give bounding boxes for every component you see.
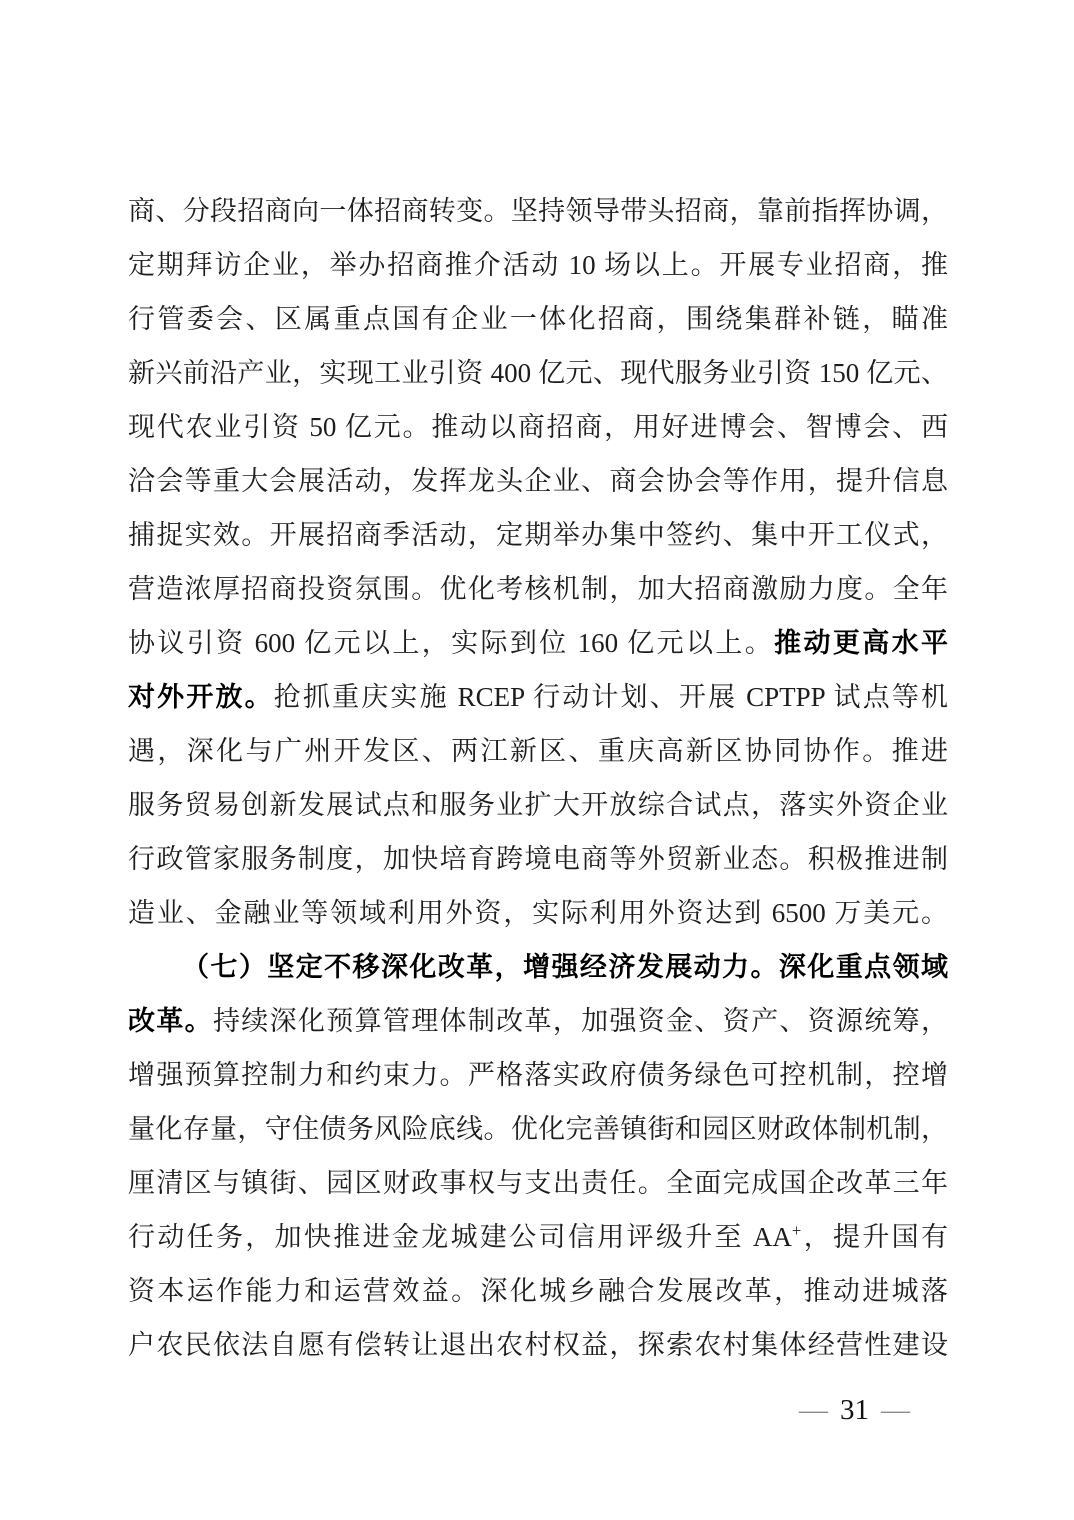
text-segment: 洽会等重大会展活动，发挥龙头企业、商会协会等作用，提升信息 [128, 466, 948, 496]
text-line [128, 346, 948, 400]
text-line [128, 1156, 948, 1210]
bold-segment: 推动更高水平 [774, 628, 948, 658]
text-segment: ，提升国有 [801, 1222, 948, 1252]
text-segment: 营造浓厚招商投资氛围。优化考核机制，加大招商激励力度。全年 [128, 574, 948, 604]
text-segment: 商、分段招商向一体招商转变。坚持领导带头招商，靠前指挥协调， [128, 196, 948, 226]
text-segment: 行管委会、区属重点国有企业一体化招商，围绕集群补链，瞄准 [128, 304, 948, 334]
text-segment: 造业、金融业等领域利用外资，实际利用外资达到 6500 万美元。 [128, 898, 948, 928]
footer-dash-left: — [799, 1394, 828, 1426]
text-line [128, 292, 948, 346]
bold-segment: 对外开放。 [128, 682, 274, 712]
text-segment: 抢抓重庆实施 RCEP 行动计划、开展 CPTPP 试点等机 [273, 682, 948, 712]
text-line [128, 994, 948, 1048]
text-line [128, 508, 948, 562]
text-line [128, 886, 948, 940]
text-line [128, 724, 948, 778]
text-segment: 量化存量，守住债务风险底线。优化完善镇街和园区财政体制机制， [128, 1114, 948, 1144]
footer-dash-right: — [881, 1394, 910, 1426]
text-line [128, 778, 948, 832]
section-heading-line [128, 940, 948, 994]
text-line [128, 1102, 948, 1156]
section-heading-segment: （七）坚定不移深化改革，增强经济发展动力。 [182, 952, 779, 982]
page-number: 31 [840, 1394, 869, 1426]
text-segment: 持续深化预算管理体制改革，加强资金、资产、资源统筹， [212, 1006, 948, 1036]
text-line [128, 832, 948, 886]
text-segment: 新兴前沿产业，实现工业引资 400 亿元、现代服务业引资 150 亿元、 [128, 358, 948, 388]
text-line [128, 1210, 948, 1264]
text-line [128, 1264, 948, 1318]
text-segment: 厘清区与镇街、园区财政事权与支出责任。全面完成国企改革三年 [128, 1168, 948, 1198]
bold-segment: 深化重点领域 [778, 952, 948, 982]
text-block [128, 184, 948, 1372]
text-segment: 定期拜访企业，举办招商推介活动 10 场以上。开展专业招商，推 [128, 250, 948, 280]
bold-segment: 改革。 [128, 1006, 213, 1036]
text-segment: 行政管家服务制度，加快培育跨境电商等外贸新业态。积极推进制 [128, 844, 948, 874]
text-line [128, 454, 948, 508]
text-line [128, 562, 948, 616]
text-segment: 户农民依法自愿有偿转让退出农村权益，探索农村集体经营性建设 [128, 1330, 948, 1360]
text-segment: 遇，深化与广州开发区、两江新区、重庆高新区协同协作。推进 [128, 736, 948, 766]
text-line [128, 670, 948, 724]
superscript-segment: + [791, 1221, 802, 1240]
text-segment: 增强预算控制力和约束力。严格落实政府债务绿色可控机制，控增 [128, 1060, 948, 1090]
text-line [128, 238, 948, 292]
text-segment: 协议引资 600 亿元以上，实际到位 160 亿元以上。 [128, 628, 775, 658]
text-line [128, 616, 948, 670]
text-segment: 现代农业引资 50 亿元。推动以商招商，用好进博会、智博会、西 [128, 412, 948, 442]
text-line [128, 184, 948, 238]
text-segment: 捕捉实效。开展招商季活动，定期举办集中签约、集中开工仪式， [128, 520, 948, 550]
text-segment: 资本运作能力和运营效益。深化城乡融合发展改革，推动进城落 [128, 1276, 948, 1306]
text-line [128, 1318, 948, 1372]
text-line [128, 1048, 948, 1102]
text-segment: 服务贸易创新发展试点和服务业扩大开放综合试点，落实外资企业 [128, 790, 948, 820]
text-line [128, 400, 948, 454]
page-footer [0, 1392, 910, 1428]
text-segment: 行动任务，加快推进金龙城建公司信用评级升至 AA [128, 1222, 792, 1252]
